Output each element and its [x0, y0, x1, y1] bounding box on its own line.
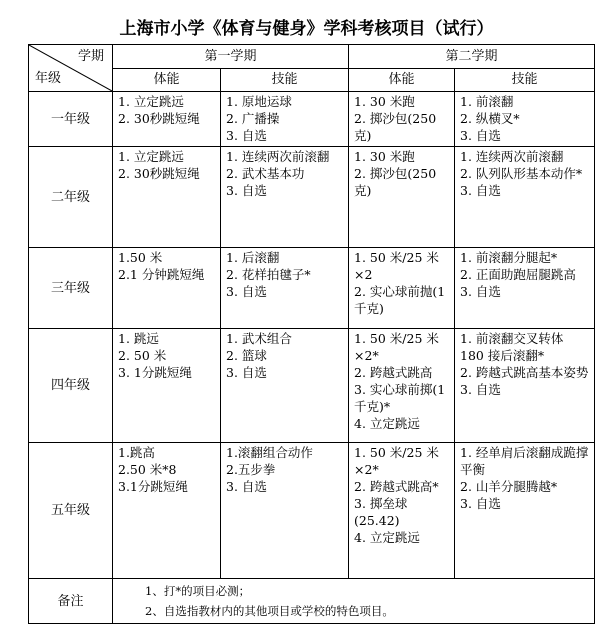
list-item: 1. 连续两次前滚翻 [226, 149, 330, 164]
list-item: 1. 前滚翻 [460, 94, 514, 109]
list-item: 3. 自选 [226, 284, 267, 299]
table-row [29, 147, 595, 248]
term1-skills-cell [221, 443, 349, 579]
list-item: 2. 篮球 [226, 348, 267, 363]
term2-header: 第二学期 [349, 45, 595, 69]
list-item: 1.50 米 [118, 250, 163, 265]
list-item: 2. 广播操 [226, 111, 280, 126]
table-row [29, 248, 595, 329]
term1-fitness-cell [113, 248, 221, 329]
assessment-table [28, 44, 595, 624]
term2-fitness-header: 体能 [349, 68, 455, 92]
list-item: 1. 跳远 [118, 331, 159, 346]
term1-fitness-cell [113, 92, 221, 147]
list-item: 2.五步拳 [226, 462, 276, 477]
list-item: 3. 实心球前掷(1千克)* [354, 382, 446, 414]
notes-row [29, 579, 595, 624]
term2-skills-cell [455, 248, 595, 329]
grade-axis-label: 年级 [35, 71, 62, 86]
list-item: 3. 自选 [460, 183, 501, 198]
list-item: 2. 山羊分腿腾越* [460, 479, 558, 494]
list-item: 3. 自选 [226, 183, 267, 198]
list-item: 1. 原地运球 [226, 94, 292, 109]
term2-skills-cell [455, 147, 595, 248]
list-item: 1. 武术组合 [226, 331, 292, 346]
list-item: 2. 掷沙包(250克) [354, 166, 437, 198]
term2-fitness-cell [349, 443, 455, 579]
list-item: 2.1 分钟跳短绳 [118, 267, 205, 282]
grade-label: 二年级 [29, 147, 113, 248]
list-item: 3. 1分跳短绳 [118, 365, 192, 380]
term1-skills-header: 技能 [221, 68, 349, 92]
list-item: 2. 队列队形基本动作* [460, 166, 583, 181]
list-item: 1. 立定跳远 [118, 149, 184, 164]
table-row [29, 92, 595, 147]
list-item: 1.跳高 [118, 445, 155, 460]
list-item: 4. 立定跳远 [354, 416, 420, 431]
list-item: 1. 前滚翻分腿起* [460, 250, 558, 265]
list-item: 2. 30秒跳短绳 [118, 111, 200, 126]
list-item: 1. 前滚翻交叉转体 180 接后滚翻* [460, 331, 564, 363]
list-item: 1. 立定跳远 [118, 94, 184, 109]
table-row [29, 443, 595, 579]
term1-fitness-cell [113, 443, 221, 579]
list-item: 3. 掷垒球(25.42) [354, 496, 408, 528]
list-item: 2. 实心球前抛(1千克) [354, 284, 446, 316]
term2-fitness-cell [349, 248, 455, 329]
list-item: 2.50 米*8 [118, 462, 177, 477]
list-item: 2. 跨越式跳高 [354, 365, 433, 380]
notes-cell [113, 579, 595, 624]
list-item: 2. 掷沙包(250克) [354, 111, 437, 143]
term2-fitness-cell [349, 147, 455, 248]
grade-label: 五年级 [29, 443, 113, 579]
term1-header: 第一学期 [113, 45, 349, 69]
list-item: 2. 30秒跳短绳 [118, 166, 200, 181]
term1-fitness-cell [113, 147, 221, 248]
document-title: 上海市小学《体育与健身》学科考核项目（试行） [119, 19, 494, 39]
list-item: 3. 自选 [460, 284, 501, 299]
list-item: 2. 花样拍毽子* [226, 267, 311, 282]
grade-label: 三年级 [29, 248, 113, 329]
table-row [29, 329, 595, 443]
list-item: 1. 后滚翻 [226, 250, 280, 265]
list-item: 3. 自选 [226, 128, 267, 143]
list-item: 2. 50 米 [118, 348, 167, 363]
list-item: 1. 30 米跑 [354, 94, 415, 109]
list-item: 3. 自选 [460, 496, 501, 511]
grade-label: 四年级 [29, 329, 113, 443]
list-item: 1. 50 米/25 米×2 [354, 250, 439, 282]
list-item: 3. 自选 [460, 382, 501, 397]
grade-label: 一年级 [29, 92, 113, 147]
list-item: 1. 30 米跑 [354, 149, 415, 164]
list-item: 1. 经单肩后滚翻成跪撑平衡 [460, 445, 589, 477]
list-item: 2. 跨越式跳高* [354, 479, 439, 494]
list-item: 2. 跨越式跳高基本姿势 [460, 365, 589, 380]
term2-fitness-cell [349, 92, 455, 147]
term2-skills-cell [455, 443, 595, 579]
term1-fitness-cell [113, 329, 221, 443]
note-line: 2、自选指教材内的其他项目或学校的特色项目。 [145, 604, 394, 618]
list-item: 1. 连续两次前滚翻 [460, 149, 564, 164]
list-item: 1. 50 米/25 米×2* [354, 331, 439, 363]
list-item: 1. 50 米/25 米×2* [354, 445, 439, 477]
list-item: 3.1分跳短绳 [118, 479, 188, 494]
list-item: 3. 自选 [226, 479, 267, 494]
note-line: 1、打*的项目必测； [145, 584, 251, 598]
term2-skills-cell [455, 92, 595, 147]
list-item: 2. 纵横叉* [460, 111, 520, 126]
list-item: 3. 自选 [460, 128, 501, 143]
term2-fitness-cell [349, 329, 455, 443]
term1-skills-cell [221, 248, 349, 329]
term2-skills-header: 技能 [455, 68, 595, 92]
term1-skills-cell [221, 147, 349, 248]
list-item: 3. 自选 [226, 365, 267, 380]
term1-skills-cell [221, 329, 349, 443]
term1-fitness-header: 体能 [113, 68, 221, 92]
term-axis-label: 学期 [77, 49, 104, 64]
term1-skills-cell [221, 92, 349, 147]
list-item: 2. 正面助跑屈腿跳高 [460, 267, 576, 282]
diagonal-header-cell [29, 45, 113, 92]
list-item: 4. 立定跳远 [354, 530, 420, 545]
term2-skills-cell [455, 329, 595, 443]
notes-label: 备注 [29, 579, 113, 624]
list-item: 2. 武术基本功 [226, 166, 305, 181]
list-item: 1.滚翻组合动作 [226, 445, 313, 460]
